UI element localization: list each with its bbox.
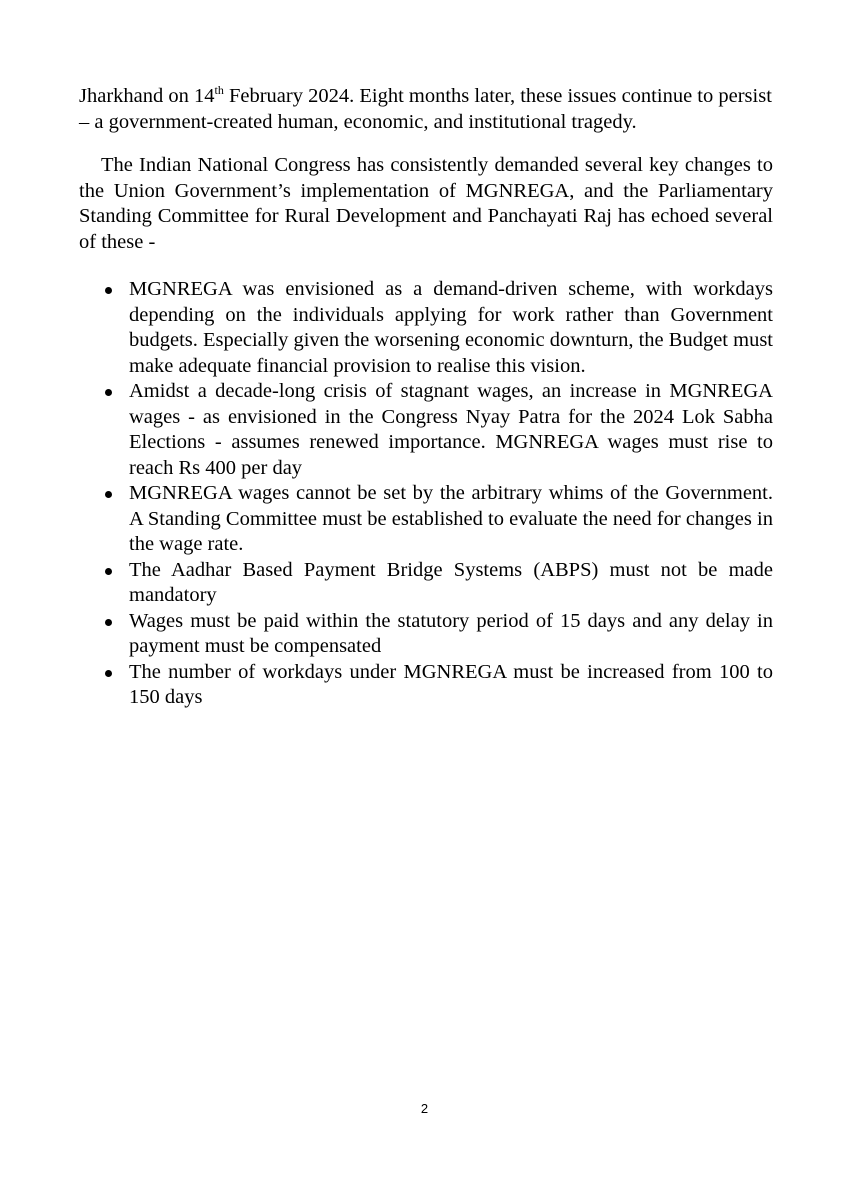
body-paragraph: The Indian National Congress has consistently demanded several key changes to the Union Government’s implementation of MGNREGA, and the Parliamentary Standing Committee for Rural Development and Panchayati Raj has echoed several of these - — [79, 154, 773, 253]
list-item — [79, 277, 773, 379]
intro-paragraph — [79, 84, 773, 135]
list-item-text: Amidst a decade-long crisis of stagnant wages, an increase in MGNREGA wages - as envisioned in the Congress Nyay Patra for the 2024 Lok Sabha Elections - assumes renewed importance. MGNREGA wages must rise to reach Rs 400 per day — [129, 380, 773, 479]
list-item — [79, 660, 773, 711]
demands-list — [79, 277, 773, 711]
list-item-text: MGNREGA wages cannot be set by the arbitrary whims of the Government. A Standing Committee must be established to evaluate the need for changes in the wage rate. — [129, 482, 773, 555]
bullet-icon — [105, 491, 112, 498]
list-item-text: The Aadhar Based Payment Bridge Systems (ABPS) must not be made mandatory — [129, 558, 773, 606]
list-item — [79, 558, 773, 609]
list-item — [79, 379, 773, 481]
list-item — [79, 609, 773, 660]
bullet-icon — [105, 670, 112, 677]
bullet-icon — [105, 619, 112, 626]
list-item-text: Wages must be paid within the statutory period of 15 days and any delay in payment must be compensated — [129, 609, 773, 657]
bullet-icon — [105, 568, 112, 575]
list-item-text: The number of workdays under MGNREGA must be increased from 100 to 150 days — [129, 660, 773, 708]
bullet-icon — [105, 389, 112, 396]
intro-superscript: th — [214, 83, 224, 98]
intro-text-end: February 2024. Eight months later, these issues continue to persist – a government-created human, economic, and institutional tragedy. — [79, 85, 772, 133]
intro-text-start: Jharkhand on 14 — [79, 85, 215, 107]
list-item-text: MGNREGA was envisioned as a demand-driven scheme, with workdays depending on the individuals applying for work rather than Government budgets. Especially given the worsening economic downturn, the Budget must make adequate financial provision to realise this vision. — [129, 278, 773, 377]
bullet-icon — [105, 287, 112, 294]
list-item — [79, 481, 773, 558]
page-number: 2 — [420, 1101, 429, 1116]
document-page — [79, 84, 773, 711]
